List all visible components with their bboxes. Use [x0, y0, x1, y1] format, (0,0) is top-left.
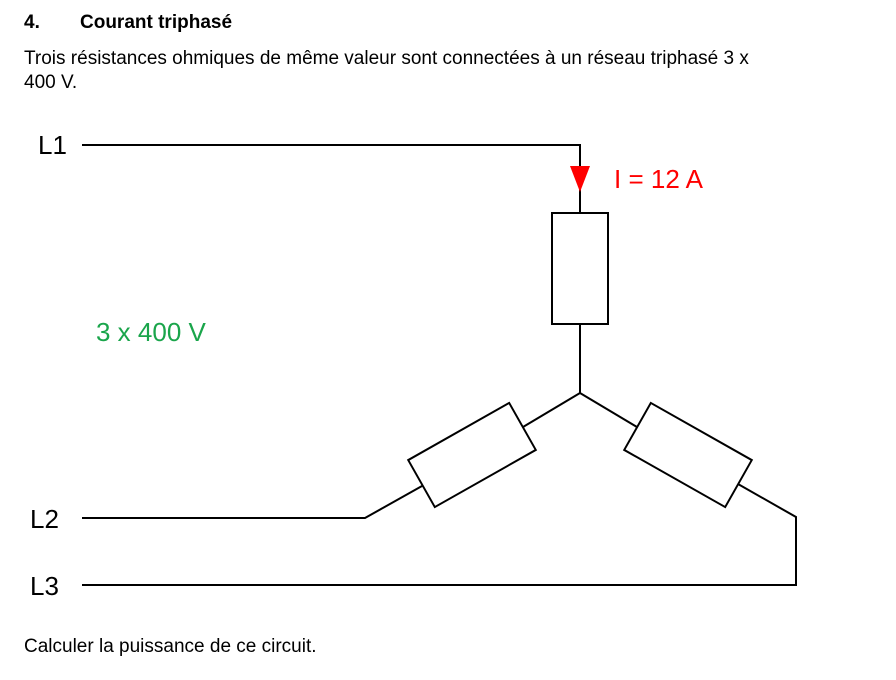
- wire-star-left: [523, 393, 580, 427]
- current-arrow-icon: [570, 166, 590, 192]
- wires: [82, 145, 796, 585]
- resistor-top: [552, 213, 608, 324]
- wire-l1: [82, 145, 580, 213]
- exercise-title: Courant triphasé: [80, 12, 233, 33]
- exercise-question: Calculer la puissance de ce circuit.: [24, 636, 317, 657]
- resistor-right: [624, 403, 752, 507]
- label-l1: L1: [38, 130, 67, 160]
- wire-l2: [82, 486, 422, 518]
- wire-star-right: [580, 393, 637, 427]
- resistor-left: [408, 403, 536, 507]
- exercise-intro: Trois résistances ohmiques de même valeur sont connectées à un réseau triphasé 3 x 400 V.: [24, 48, 749, 93]
- label-l3: L3: [30, 571, 59, 601]
- label-l2: L2: [30, 504, 59, 534]
- current-label: I = 12 A: [614, 164, 703, 194]
- voltage-label: 3 x 400 V: [96, 317, 206, 347]
- exercise-number: 4.: [24, 12, 40, 33]
